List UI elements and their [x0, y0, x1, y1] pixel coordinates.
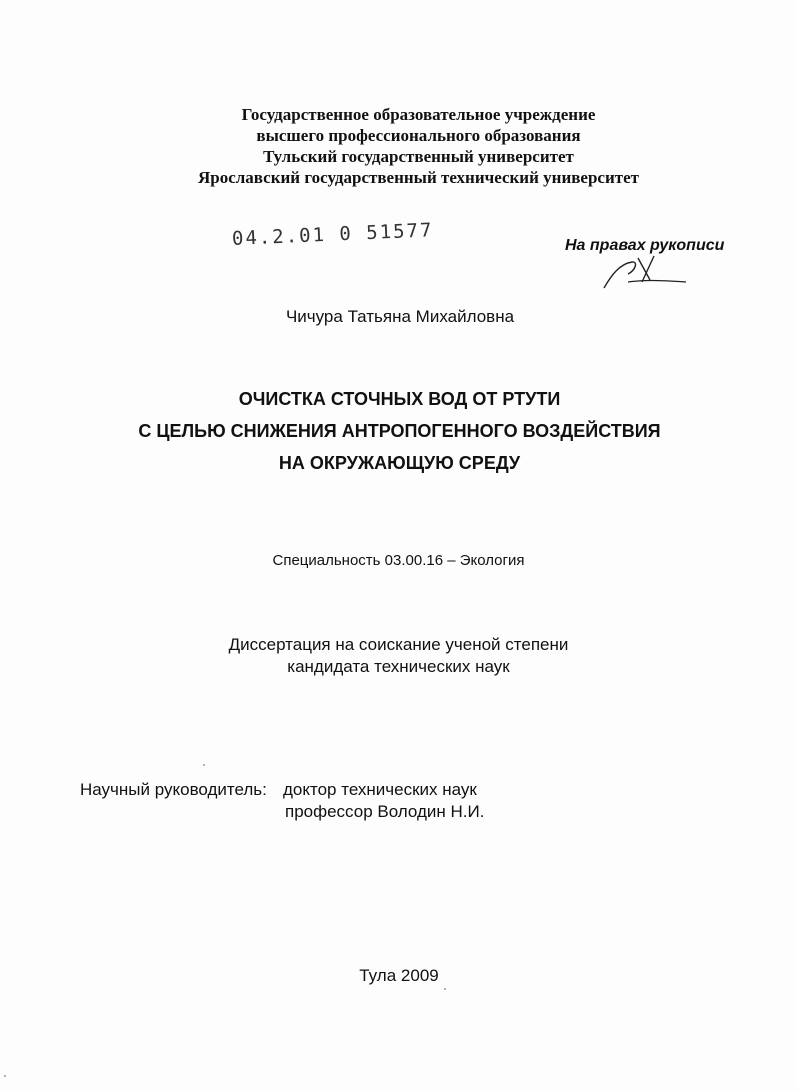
registration-stamp: 04.2.01 0 51577 [231, 219, 434, 250]
supervisor-row [80, 801, 484, 823]
supervisor-row [80, 779, 484, 801]
institution-line: Ярославский государственный технический университет [197, 168, 640, 187]
manuscript-rights-note: На правах рукописи [565, 237, 725, 254]
title-line: НА ОКРУЖАЮЩУЮ СРЕДУ [278, 453, 521, 473]
institution-line: Тульский государственный университет [263, 147, 574, 166]
city-year-text: Тула 2009 [359, 966, 439, 985]
signature-icon [598, 252, 690, 292]
degree-line: кандидата технических наук [287, 657, 510, 676]
dissertation-title [0, 383, 797, 479]
title-line: С ЦЕЛЬЮ СНИЖЕНИЯ АНТРОПОГЕННОГО ВОЗДЕЙСТВИЯ [138, 421, 661, 441]
scan-speck [4, 1075, 6, 1077]
supervisor-name: профессор Володин Н.И. [285, 802, 485, 821]
degree-statement [0, 634, 797, 678]
institution-header [0, 104, 797, 188]
supervisor-degree: доктор технических наук [283, 780, 477, 799]
institution-line: высшего профессионального образования [256, 126, 581, 145]
specialty: Специальность 03.00.16 – Экология [272, 552, 525, 569]
title-line: ОЧИСТКА СТОЧНЫХ ВОД ОТ РТУТИ [238, 389, 561, 409]
city-year [0, 966, 797, 986]
scan-speck [203, 764, 205, 766]
scan-speck [444, 988, 446, 990]
degree-line: Диссертация на соискание ученой степени [228, 635, 569, 654]
supervisor-label: Научный руководитель: [80, 780, 267, 799]
institution-line: Государственное образовательное учреждение [241, 105, 596, 124]
supervisor-block [80, 779, 484, 823]
author-name [0, 307, 797, 327]
author-name-text: Чичура Татьяна Михайловна [285, 307, 515, 326]
